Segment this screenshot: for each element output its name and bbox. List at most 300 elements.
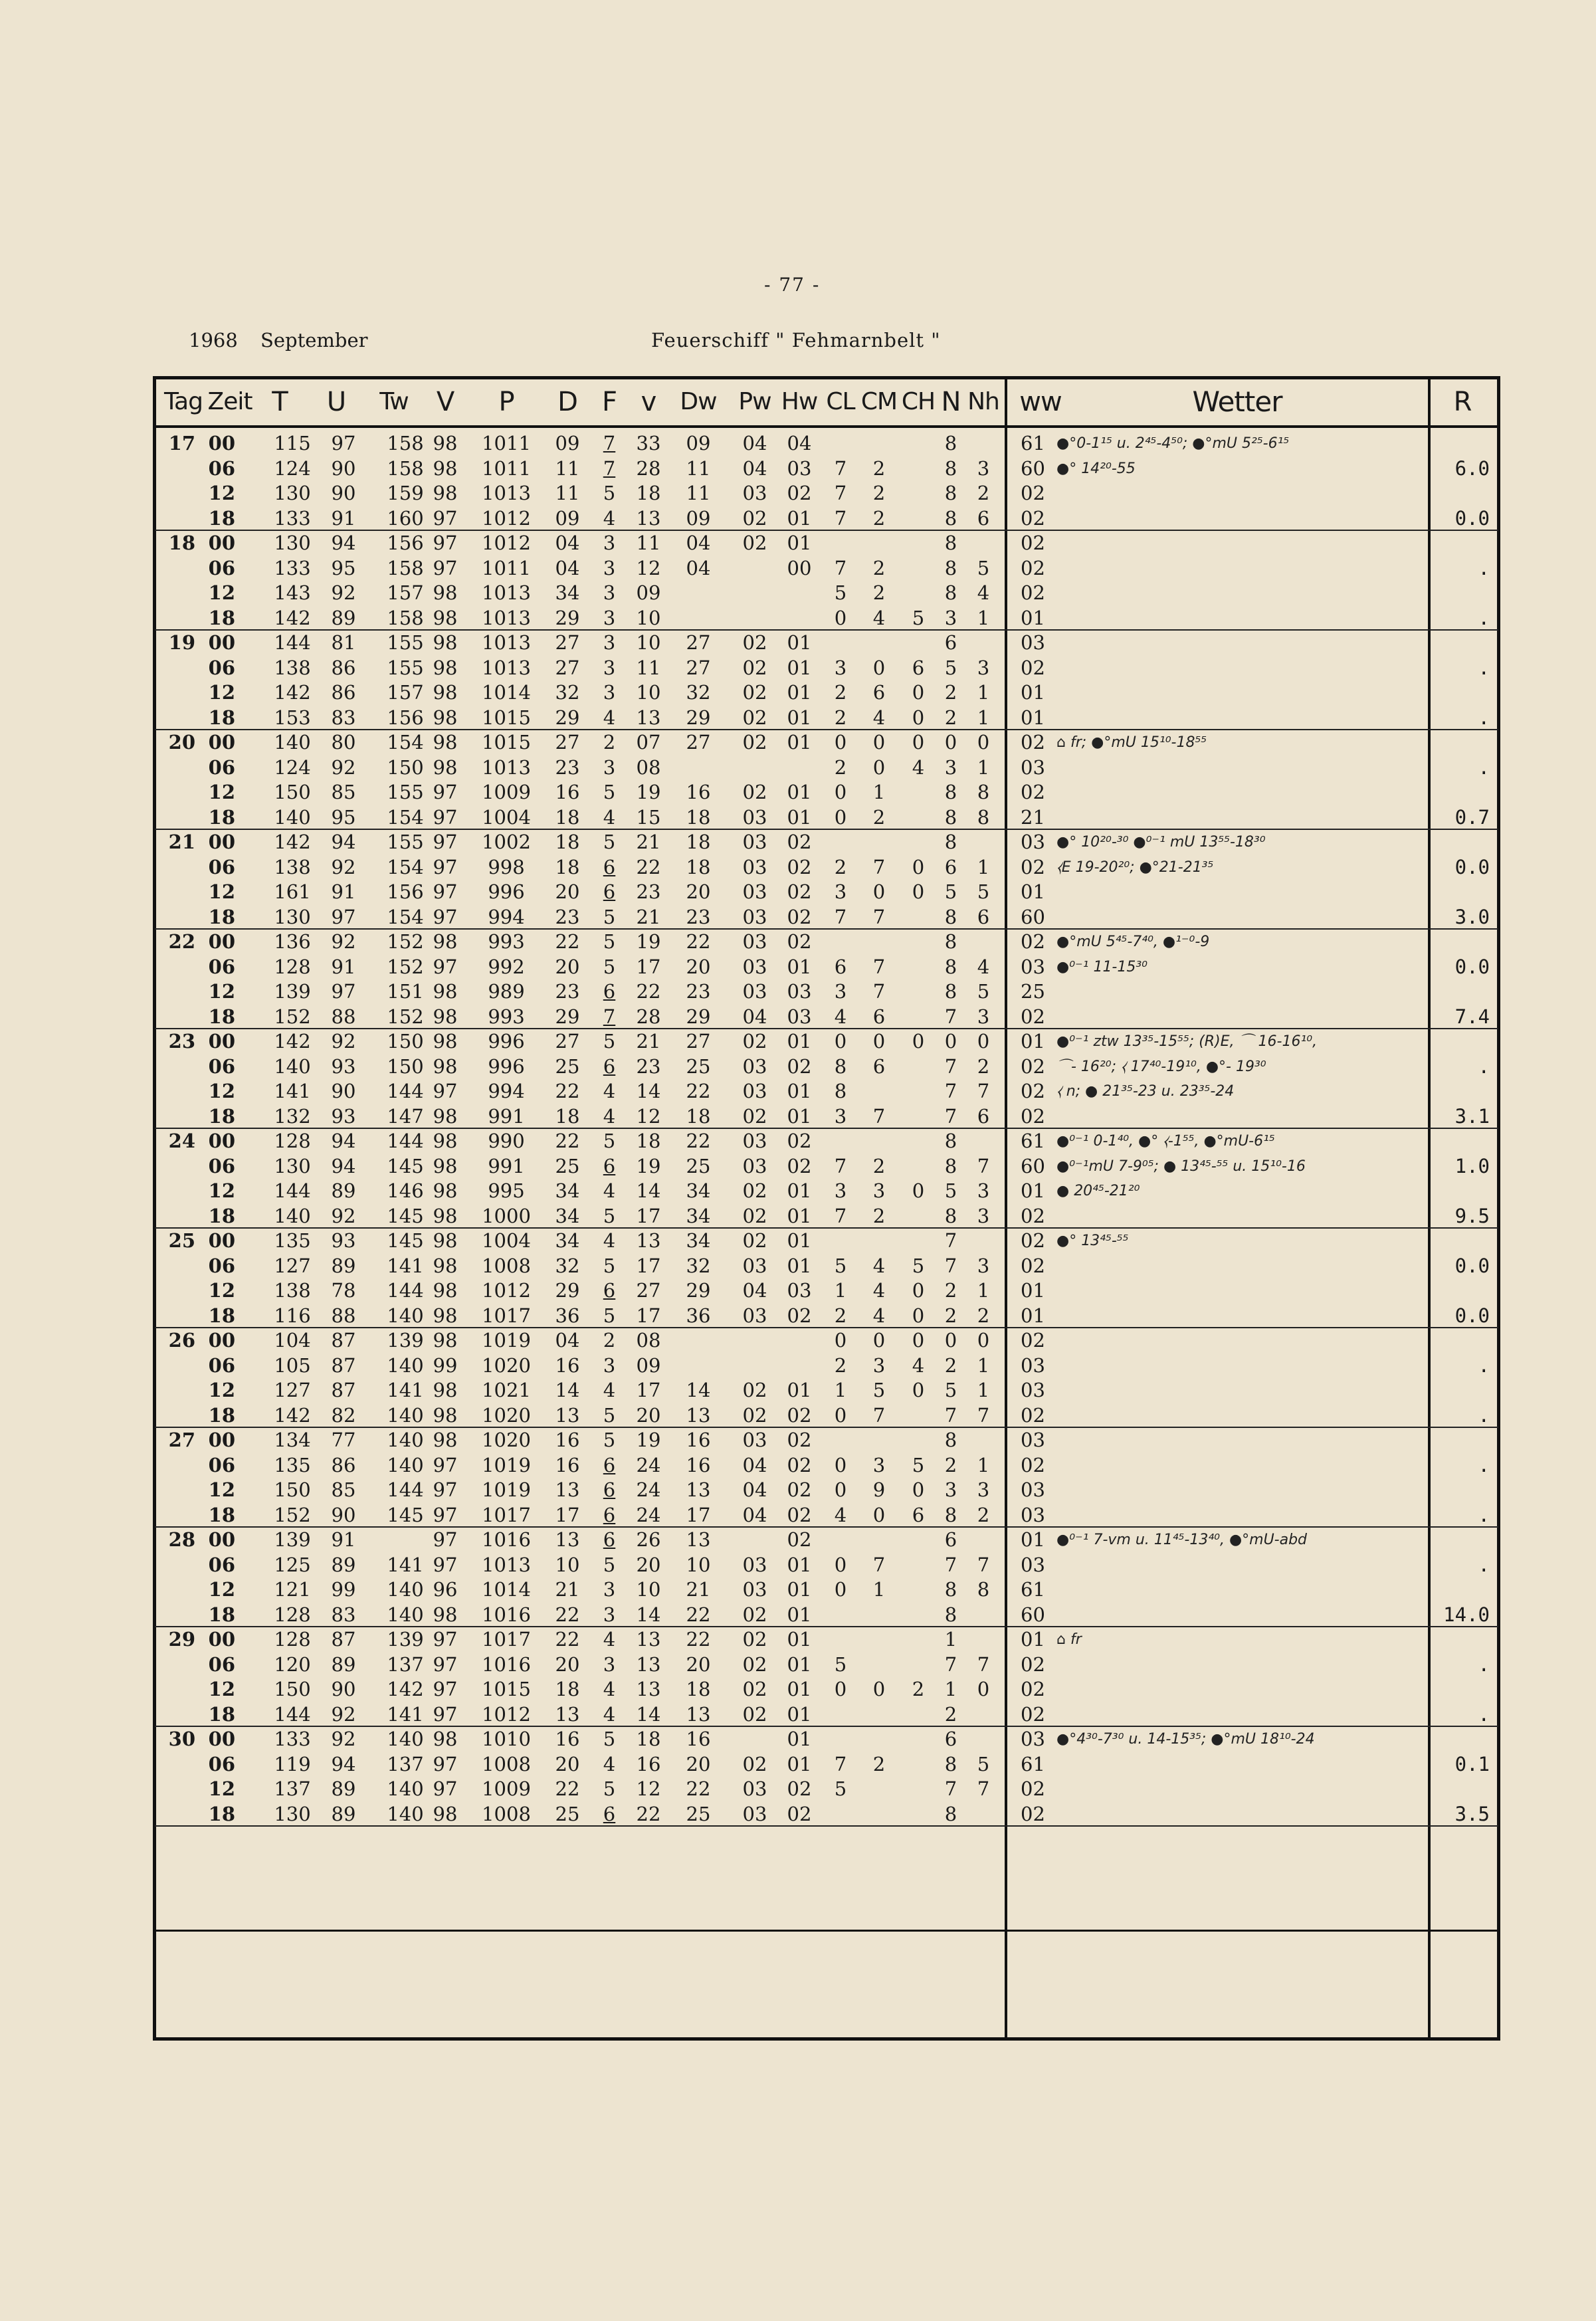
cell-n: 8	[944, 456, 957, 480]
cell-d: 27	[555, 731, 580, 754]
cell-dw: 25	[686, 1802, 711, 1825]
cell-d: 23	[555, 905, 580, 928]
cell-cl: 1	[834, 1379, 847, 1401]
cell-hw: 01	[787, 1702, 812, 1726]
cell-n: 7	[944, 1254, 957, 1277]
cell-dw: 20	[686, 1752, 711, 1775]
cell-tw: 140	[387, 1453, 424, 1476]
cell-f: 6	[603, 1055, 616, 1078]
cell-tw: 146	[387, 1179, 424, 1202]
cell-v: 97	[433, 506, 458, 530]
time-cell: 00	[208, 731, 235, 754]
cell-f: 6	[603, 855, 616, 878]
cell-dw: 29	[686, 1005, 711, 1028]
cell-v: 20	[636, 1403, 661, 1427]
cell-v: 22	[636, 855, 661, 878]
cell-n: 6	[944, 631, 957, 654]
cell-d: 09	[555, 506, 580, 530]
cell-dw: 18	[686, 805, 711, 829]
cell-n: 8	[944, 831, 957, 853]
cell-cl: 5	[834, 581, 847, 604]
cell-nh: 1	[977, 855, 990, 878]
ww-code: 02	[1021, 1702, 1045, 1726]
cell-n: 6	[944, 1728, 957, 1750]
cell-cm: 1	[872, 1578, 886, 1601]
cell-t: 143	[274, 581, 311, 604]
cell-cl: 7	[834, 1154, 847, 1177]
cell-f: 5	[603, 1204, 616, 1227]
cell-ch: 5	[912, 1453, 925, 1476]
cell-n: 8	[944, 532, 957, 554]
cell-v: 97	[433, 556, 458, 579]
column-header-vv: v	[641, 387, 656, 417]
cell-v: 98	[433, 681, 458, 704]
time-cell: 00	[208, 831, 235, 853]
cell-v: 98	[433, 1429, 458, 1451]
ww-code: 01	[1021, 1304, 1045, 1327]
cell-v: 10	[636, 1578, 661, 1601]
cell-pw: 02	[742, 532, 767, 554]
ww-code: 02	[1021, 855, 1045, 878]
cell-pw: 03	[742, 1055, 767, 1078]
cell-t: 124	[274, 756, 311, 779]
cell-tw: 147	[387, 1104, 424, 1128]
cell-ch: 2	[912, 1678, 925, 1700]
cell-v: 19	[636, 1154, 661, 1177]
cell-hw: 01	[787, 1104, 812, 1128]
cell-f: 4	[603, 1080, 616, 1102]
cell-cl: 4	[834, 1503, 847, 1526]
cell-nh: 8	[977, 1578, 990, 1601]
cell-t: 128	[274, 1603, 311, 1626]
cell-pw: 04	[742, 456, 767, 480]
cell-p: 1008	[482, 1802, 531, 1825]
cell-cl: 3	[834, 880, 847, 903]
cell-p: 1015	[482, 731, 531, 754]
cell-dw: 14	[686, 1379, 711, 1401]
cell-cl: 6	[834, 955, 847, 978]
cell-dw: 22	[686, 1080, 711, 1102]
cell-v: 97	[433, 532, 458, 554]
cell-dw: 22	[686, 930, 711, 953]
cell-n: 8	[944, 1578, 957, 1601]
cell-p: 1016	[482, 1653, 531, 1676]
cell-v: 11	[636, 532, 661, 554]
cell-nh: 6	[977, 506, 990, 530]
cell-d: 25	[555, 1154, 580, 1177]
cell-t: 136	[274, 930, 311, 953]
cell-pw: 03	[742, 1154, 767, 1177]
cell-n: 8	[944, 1503, 957, 1526]
cell-u: 78	[331, 1279, 356, 1302]
cell-p: 994	[488, 905, 525, 928]
time-cell: 06	[208, 1154, 235, 1177]
cell-dw: 22	[686, 1130, 711, 1152]
cell-dw: 13	[686, 1403, 711, 1427]
cell-v: 23	[636, 880, 661, 903]
time-cell: 18	[208, 706, 235, 729]
ww-code: 03	[1021, 1478, 1045, 1501]
cell-t: 142	[274, 1030, 311, 1053]
cell-v: 98	[433, 432, 458, 454]
precipitation-value: .	[1478, 1503, 1490, 1526]
cell-v: 98	[433, 1802, 458, 1825]
cell-dw: 23	[686, 980, 711, 1003]
day-separator	[155, 1128, 1498, 1129]
day-separator	[155, 1227, 1498, 1229]
time-cell: 06	[208, 756, 235, 779]
time-cell: 12	[208, 581, 235, 604]
cell-v: 22	[636, 1802, 661, 1825]
cell-v: 12	[636, 1777, 661, 1800]
cell-pw: 02	[742, 731, 767, 754]
cell-cl: 0	[834, 1578, 847, 1601]
cell-v: 13	[636, 1678, 661, 1700]
weather-note: ⧼E 19-20²⁰; ●°21-21³⁵	[1056, 858, 1214, 876]
cell-p: 1014	[482, 681, 531, 704]
cell-p: 991	[488, 1104, 525, 1128]
column-header-r: R	[1453, 387, 1472, 417]
day-separator	[155, 1427, 1498, 1428]
cell-v: 09	[636, 581, 661, 604]
cell-cl: 2	[834, 681, 847, 704]
precipitation-value: 0.0	[1454, 955, 1490, 978]
cell-p: 1021	[482, 1379, 531, 1401]
cell-dw: 10	[686, 1553, 711, 1576]
cell-cm: 4	[872, 606, 886, 629]
cell-u: 92	[331, 1702, 356, 1726]
time-cell: 06	[208, 1254, 235, 1277]
cell-d: 09	[555, 432, 580, 454]
cell-f: 5	[603, 1254, 616, 1277]
cell-tw: 144	[387, 1478, 424, 1501]
cell-hw: 01	[787, 1030, 812, 1053]
cell-d: 29	[555, 1005, 580, 1028]
cell-cl: 3	[834, 1179, 847, 1202]
day-separator	[155, 530, 1498, 531]
cell-p: 1011	[482, 556, 531, 579]
cell-pw: 03	[742, 1553, 767, 1576]
cell-d: 22	[555, 1080, 580, 1102]
column-header-cm: CM	[860, 388, 898, 415]
cell-nh: 1	[977, 706, 990, 729]
cell-d: 11	[555, 482, 580, 504]
ww-code: 03	[1021, 1354, 1045, 1377]
cell-p: 1019	[482, 1329, 531, 1352]
ww-code: 61	[1021, 1130, 1045, 1152]
cell-v: 97	[433, 781, 458, 803]
cell-dw: 11	[686, 456, 711, 480]
ww-code: 02	[1021, 482, 1045, 504]
cell-pw: 02	[742, 631, 767, 654]
cell-u: 86	[331, 656, 356, 679]
cell-hw: 02	[787, 1503, 812, 1526]
cell-n: 5	[944, 1379, 957, 1401]
time-cell: 00	[208, 1528, 235, 1551]
cell-u: 99	[331, 1578, 356, 1601]
cell-hw: 01	[787, 706, 812, 729]
cell-v: 17	[636, 1204, 661, 1227]
cell-dw: 34	[686, 1179, 711, 1202]
day-label: 25	[168, 1229, 195, 1252]
cell-t: 144	[274, 1702, 311, 1726]
cell-cm: 2	[872, 1154, 886, 1177]
cell-v: 10	[636, 631, 661, 654]
cell-d: 04	[555, 556, 580, 579]
weather-note: ●⁰⁻¹ 0-1⁴⁰, ●° ⧼-1⁵⁵, ●°mU-6¹⁵	[1056, 1133, 1275, 1150]
cell-cl: 1	[834, 1279, 847, 1302]
ww-code: 02	[1021, 581, 1045, 604]
cell-pw: 02	[742, 706, 767, 729]
cell-n: 7	[944, 1229, 957, 1252]
cell-hw: 01	[787, 1603, 812, 1626]
cell-v: 14	[636, 1080, 661, 1102]
cell-t: 119	[274, 1752, 311, 1775]
precipitation-value: 0.1	[1454, 1752, 1490, 1775]
day-label: 17	[168, 432, 195, 454]
cell-nh: 2	[977, 1503, 990, 1526]
cell-hw: 01	[787, 1653, 812, 1676]
cell-v: 19	[636, 781, 661, 803]
cell-tw: 155	[387, 656, 424, 679]
cell-nh: 7	[977, 1080, 990, 1102]
cell-n: 6	[944, 1528, 957, 1551]
cell-u: 87	[331, 1628, 356, 1651]
cell-dw: 13	[686, 1702, 711, 1726]
precipitation-value: .	[1478, 656, 1490, 679]
cell-t: 133	[274, 556, 311, 579]
cell-v: 21	[636, 905, 661, 928]
cell-v: 33	[636, 432, 661, 454]
cell-nh: 0	[977, 1030, 990, 1053]
cell-dw: 13	[686, 1478, 711, 1501]
cell-hw: 01	[787, 955, 812, 978]
page-number: - 77 -	[764, 274, 821, 296]
cell-cm: 6	[872, 681, 886, 704]
cell-t: 133	[274, 1728, 311, 1750]
cell-d: 32	[555, 1254, 580, 1277]
cell-cm: 0	[872, 1329, 886, 1352]
cell-pw: 03	[742, 1578, 767, 1601]
cell-ch: 6	[912, 1503, 925, 1526]
cell-hw: 02	[787, 1528, 812, 1551]
cell-tw: 156	[387, 532, 424, 554]
cell-d: 29	[555, 706, 580, 729]
cell-t: 140	[274, 805, 311, 829]
cell-d: 20	[555, 955, 580, 978]
cell-v: 97	[433, 1653, 458, 1676]
cell-cm: 7	[872, 980, 886, 1003]
cell-ch: 0	[912, 731, 925, 754]
cell-t: 142	[274, 681, 311, 704]
cell-hw: 03	[787, 456, 812, 480]
cell-cl: 2	[834, 756, 847, 779]
cell-v: 98	[433, 1130, 458, 1152]
cell-n: 6	[944, 855, 957, 878]
day-label: 29	[168, 1628, 195, 1651]
column-divider-ww	[1005, 376, 1007, 2041]
cell-n: 2	[944, 1279, 957, 1302]
cell-nh: 7	[977, 1403, 990, 1427]
cell-p: 1017	[482, 1628, 531, 1651]
ww-code: 61	[1021, 1578, 1045, 1601]
cell-v: 11	[636, 656, 661, 679]
cell-v: 26	[636, 1528, 661, 1551]
cell-p: 1015	[482, 706, 531, 729]
cell-dw: 21	[686, 1578, 711, 1601]
cell-v: 97	[433, 1628, 458, 1651]
cell-dw: 32	[686, 1254, 711, 1277]
cell-f: 4	[603, 1179, 616, 1202]
cell-hw: 02	[787, 905, 812, 928]
cell-v: 17	[636, 1304, 661, 1327]
cell-f: 6	[603, 1154, 616, 1177]
cell-nh: 6	[977, 1104, 990, 1128]
cell-n: 2	[944, 1453, 957, 1476]
cell-d: 29	[555, 606, 580, 629]
cell-cl: 0	[834, 1403, 847, 1427]
cell-u: 94	[331, 831, 356, 853]
cell-hw: 01	[787, 1628, 812, 1651]
cell-u: 92	[331, 1728, 356, 1750]
weather-note: ●⁰⁻¹ 7-vm u. 11⁴⁵-13⁴⁰, ●°mU-abd	[1056, 1532, 1308, 1548]
day-separator	[155, 1825, 1498, 1827]
cell-p: 1004	[482, 1229, 531, 1252]
cell-nh: 1	[977, 1453, 990, 1476]
cell-v: 21	[636, 831, 661, 853]
cell-u: 88	[331, 1304, 356, 1327]
cell-n: 7	[944, 1080, 957, 1102]
time-cell: 18	[208, 1603, 235, 1626]
column-header-cl: CL	[826, 388, 855, 415]
cell-cm: 4	[872, 1279, 886, 1302]
time-cell: 06	[208, 955, 235, 978]
cell-v: 98	[433, 1329, 458, 1352]
column-header-nh: Nh	[967, 388, 999, 415]
cell-pw: 02	[742, 1179, 767, 1202]
day-label: 19	[168, 631, 195, 654]
cell-d: 13	[555, 1403, 580, 1427]
cell-cm: 3	[872, 1179, 886, 1202]
day-label: 23	[168, 1030, 195, 1053]
cell-d: 23	[555, 756, 580, 779]
cell-p: 993	[488, 930, 525, 953]
cell-n: 8	[944, 1802, 957, 1825]
cell-u: 94	[331, 1154, 356, 1177]
cell-nh: 0	[977, 731, 990, 754]
cell-f: 4	[603, 1379, 616, 1401]
cell-f: 5	[603, 1304, 616, 1327]
cell-tw: 145	[387, 1154, 424, 1177]
cell-v: 97	[433, 1478, 458, 1501]
cell-ch: 0	[912, 1329, 925, 1352]
cell-tw: 150	[387, 756, 424, 779]
cell-tw: 144	[387, 1080, 424, 1102]
cell-nh: 1	[977, 1379, 990, 1401]
cell-tw: 141	[387, 1702, 424, 1726]
cell-pw: 04	[742, 1453, 767, 1476]
cell-hw: 01	[787, 1553, 812, 1576]
cell-n: 8	[944, 1752, 957, 1775]
cell-t: 150	[274, 1478, 311, 1501]
cell-v: 28	[636, 1005, 661, 1028]
ww-code: 01	[1021, 880, 1045, 903]
cell-dw: 23	[686, 905, 711, 928]
cell-n: 8	[944, 1429, 957, 1451]
cell-nh: 5	[977, 1752, 990, 1775]
ww-code: 03	[1021, 1728, 1045, 1750]
column-header-n: N	[941, 387, 961, 417]
cell-n: 7	[944, 1403, 957, 1427]
cell-tw: 155	[387, 781, 424, 803]
cell-tw: 140	[387, 1802, 424, 1825]
cell-dw: 04	[686, 556, 711, 579]
cell-v: 98	[433, 631, 458, 654]
cell-dw: 25	[686, 1055, 711, 1078]
cell-pw: 02	[742, 1229, 767, 1252]
cell-f: 5	[603, 1429, 616, 1451]
cell-p: 1013	[482, 482, 531, 504]
cell-v: 97	[433, 1678, 458, 1700]
cell-pw: 03	[742, 831, 767, 853]
cell-p: 1013	[482, 656, 531, 679]
cell-d: 13	[555, 1528, 580, 1551]
cell-u: 87	[331, 1379, 356, 1401]
cell-v: 14	[636, 1603, 661, 1626]
cell-cl: 0	[834, 1478, 847, 1501]
cell-v: 97	[433, 1080, 458, 1102]
ww-code: 61	[1021, 1752, 1045, 1775]
cell-hw: 01	[787, 681, 812, 704]
cell-f: 4	[603, 506, 616, 530]
time-cell: 18	[208, 606, 235, 629]
column-header-zeit: Zeit	[207, 388, 252, 415]
cell-f: 6	[603, 1453, 616, 1476]
cell-n: 8	[944, 955, 957, 978]
cell-cl: 7	[834, 482, 847, 504]
time-cell: 18	[208, 1702, 235, 1726]
cell-p: 994	[488, 1080, 525, 1102]
cell-v: 12	[636, 1104, 661, 1128]
cell-f: 5	[603, 930, 616, 953]
weather-note: ⌒- 16²⁰; ⧼ 17⁴⁰-19¹⁰, ●°- 19³⁰	[1056, 1058, 1266, 1075]
cell-f: 4	[603, 1678, 616, 1700]
cell-f: 2	[603, 1329, 616, 1352]
ww-code: 02	[1021, 1802, 1045, 1825]
ww-code: 60	[1021, 1154, 1045, 1177]
cell-cl: 5	[834, 1653, 847, 1676]
cell-u: 91	[331, 1528, 356, 1551]
cell-tw: 158	[387, 556, 424, 579]
cell-t: 152	[274, 1503, 311, 1526]
cell-u: 91	[331, 880, 356, 903]
cell-ch: 0	[912, 1179, 925, 1202]
column-header-p: P	[498, 387, 514, 417]
ww-code: 03	[1021, 1379, 1045, 1401]
cell-v: 14	[636, 1702, 661, 1726]
cell-hw: 01	[787, 1229, 812, 1252]
cell-p: 991	[488, 1154, 525, 1177]
cell-d: 11	[555, 456, 580, 480]
column-header-u: U	[326, 387, 346, 417]
time-cell: 18	[208, 1304, 235, 1327]
cell-t: 128	[274, 955, 311, 978]
ww-code: 60	[1021, 1603, 1045, 1626]
cell-dw: 29	[686, 706, 711, 729]
cell-u: 77	[331, 1429, 356, 1451]
cell-f: 3	[603, 1603, 616, 1626]
cell-ch: 0	[912, 855, 925, 878]
